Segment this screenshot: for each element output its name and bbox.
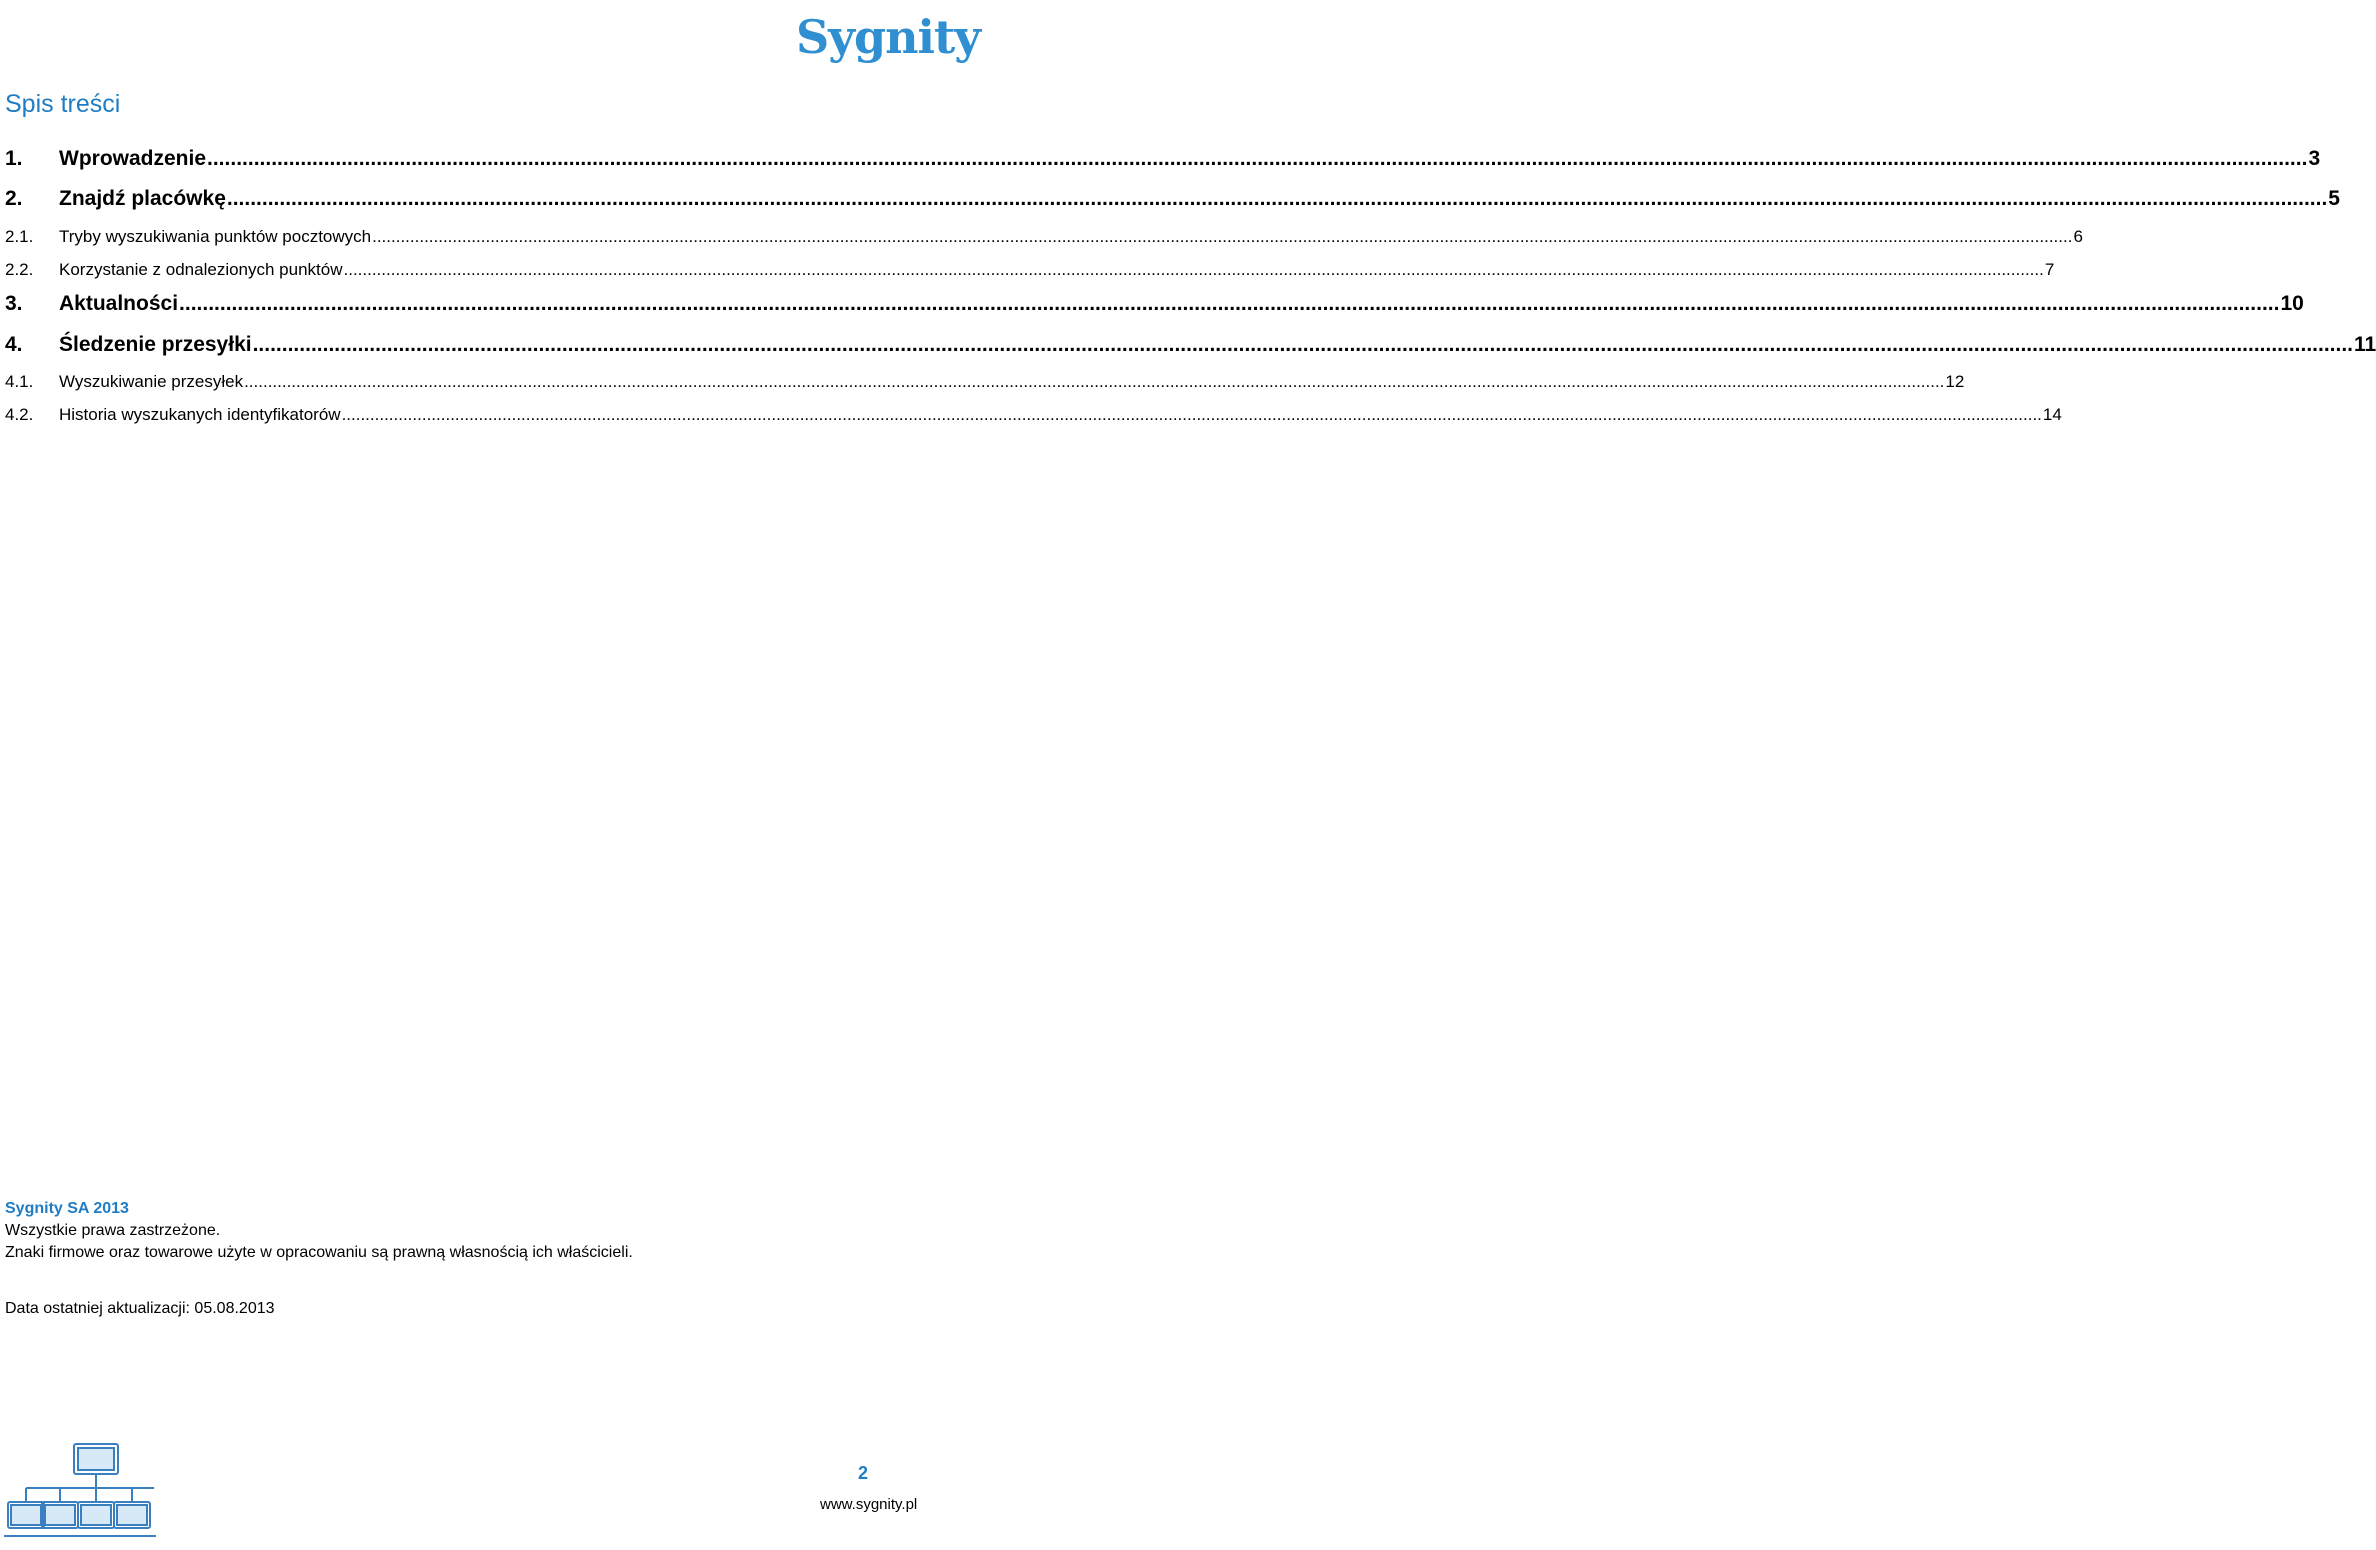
- toc-entry-historia[interactable]: [5, 405, 2062, 425]
- toc-entry-korzystanie[interactable]: [5, 260, 2055, 280]
- toc-entry-page: 12: [1945, 372, 1965, 391]
- toc-entry-page: 11: [2354, 333, 2376, 356]
- toc-entry-number: 2.1.: [5, 227, 34, 246]
- toc-entry-tryby-wyszukiwania[interactable]: [5, 227, 2083, 247]
- toc-entry-number: 4.1.: [5, 372, 34, 391]
- toc-entry-page: 10: [2280, 292, 2304, 315]
- toc-entry-label: Śledzenie przesyłki: [59, 333, 252, 356]
- toc-entry-page: 5: [2328, 187, 2340, 210]
- toc-entry-page: 14: [2042, 405, 2062, 424]
- copyright-block: [5, 1198, 633, 1264]
- toc-leader-dots: [244, 372, 1944, 392]
- toc-leader-dots: [372, 227, 2072, 247]
- toc-entry-label: Znajdź placówkę: [59, 187, 226, 210]
- toc-title: Spis treści: [5, 90, 121, 118]
- company-name: Sygnity SA 2013: [5, 1200, 129, 1217]
- toc-entry-number: 2.2.: [5, 260, 34, 279]
- toc-entry-number: 4.2.: [5, 405, 34, 424]
- toc-entry-label: Aktualności: [59, 292, 179, 315]
- page-number: 2: [858, 1463, 869, 1483]
- toc-entry-number: 1.: [5, 147, 23, 170]
- logo-text: Sygnity: [796, 10, 981, 64]
- toc-leader-dots: [342, 405, 2042, 425]
- toc-entry-number: 3.: [5, 292, 23, 315]
- toc-entry-label: Wprowadzenie: [59, 147, 207, 170]
- toc-entry-page: 7: [2044, 260, 2055, 279]
- toc-leader-dots: [253, 333, 2353, 357]
- toc-entry-number: 2.: [5, 187, 23, 210]
- toc-entry-label: Historia wyszukanych identyfikatorów: [59, 405, 341, 424]
- trademarks-text: Znaki firmowe oraz towarowe użyte w opracowaniu są prawną własnością ich właścicieli.: [5, 1244, 633, 1261]
- website-link[interactable]: www.sygnity.pl: [820, 1496, 918, 1513]
- toc-entry-label: Korzystanie z odnalezionych punktów: [59, 260, 343, 279]
- sygnity-logo: [790, 6, 981, 68]
- toc-entry-wprowadzenie[interactable]: [5, 147, 2321, 171]
- toc-entry-label: Tryby wyszukiwania punktów pocztowych: [59, 227, 372, 246]
- toc-entry-aktualnosci[interactable]: [5, 292, 2304, 316]
- toc-entry-wyszukiwanie-przesylek[interactable]: [5, 372, 1965, 392]
- rights-text: Wszystkie prawa zastrzeżone.: [5, 1222, 221, 1239]
- toc-entry-label: Wyszukiwanie przesyłek: [59, 372, 244, 391]
- toc-leader-dots: [179, 292, 2279, 316]
- last-update: Data ostatniej aktualizacji: 05.08.2013: [5, 1300, 275, 1317]
- toc-entry-sledzenie[interactable]: [5, 333, 2376, 357]
- toc-leader-dots: [344, 260, 2044, 280]
- toc-entry-page: 6: [2073, 227, 2083, 246]
- toc-entry-znajdz-placowke[interactable]: [5, 187, 2340, 211]
- network-icon: [4, 1440, 160, 1549]
- toc-leader-dots: [227, 187, 2327, 211]
- toc-leader-dots: [207, 147, 2307, 171]
- toc-entry-number: 4.: [5, 333, 23, 356]
- toc-entry-page: 3: [2308, 147, 2321, 170]
